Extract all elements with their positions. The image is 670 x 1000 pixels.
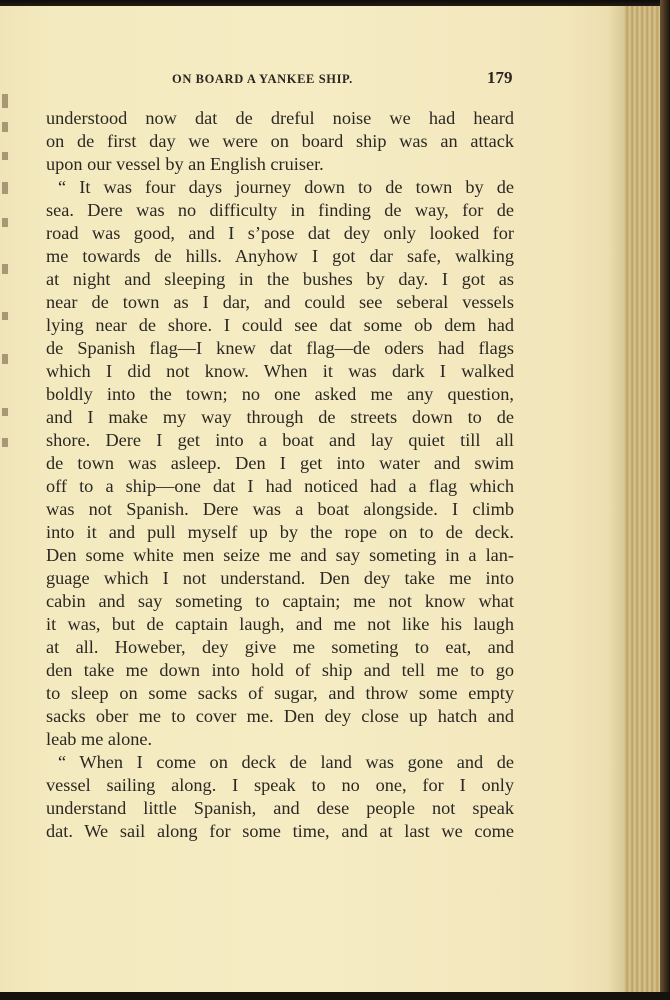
text-line: “ When I come on deck de land was gone and de <box>58 752 514 772</box>
text-line: guage which I not understand. Den dey take me into <box>46 568 514 588</box>
text-line: sacks ober me to cover me. Den dey close up hatch and <box>46 706 514 726</box>
text-line: sea. Dere was no difficulty in finding de way, for de <box>46 200 514 220</box>
text-line: Den some white men seize me and say someting in a lan- <box>46 545 514 565</box>
text-line: upon our vessel by an English cruiser. <box>46 154 324 174</box>
text-line: was not Spanish. Dere was a boat alongside. I climb <box>46 499 514 519</box>
body-text <box>46 107 514 843</box>
bleed-mark <box>2 182 8 194</box>
bleed-mark <box>2 264 8 274</box>
text-line: vessel sailing along. I speak to no one, for I only <box>46 775 514 795</box>
text-line: “ It was four days journey down to de town by de <box>58 177 514 197</box>
text-line: at night and sleeping in the bushes by day. I got as <box>46 269 514 289</box>
bleed-mark <box>2 152 8 160</box>
text-line: which I did not know. When it was dark I walked <box>46 361 514 381</box>
text-line: lying near de shore. I could see dat some ob dem had <box>46 315 514 335</box>
text-line: near de town as I dar, and could see seberal vessels <box>46 292 514 312</box>
text-line: and I make my way through de streets down to de <box>46 407 514 427</box>
text-line: on de first day we were on board ship was an attack <box>46 131 514 151</box>
text-line: shore. Dere I get into a boat and lay quiet till all <box>46 430 514 450</box>
bleed-mark <box>2 312 8 320</box>
text-line: at all. Howeber, dey give me someting to eat, and <box>46 637 514 657</box>
page-number: 179 <box>487 68 513 87</box>
text-line: road was good, and I s’pose dat dey only looked for <box>46 223 514 243</box>
bleed-mark <box>2 438 8 447</box>
bleed-mark <box>2 354 8 364</box>
bleed-mark <box>2 94 8 108</box>
text-line: to sleep on some sacks of sugar, and throw some empty <box>46 683 514 703</box>
running-title: ON BOARD A YANKEE SHIP. <box>172 72 353 86</box>
text-line: cabin and say someting to captain; me not know what <box>46 591 514 611</box>
text-line: dat. We sail along for some time, and at last we come <box>46 821 514 841</box>
bleed-mark <box>2 122 8 132</box>
text-line: de town was asleep. Den I get into water and swim <box>46 453 514 473</box>
bleed-mark <box>2 218 8 227</box>
page-sheet <box>0 6 640 996</box>
scan-bottom-border <box>0 992 670 1000</box>
text-line: understood now dat de dreful noise we had heard <box>46 108 514 128</box>
text-line: into it and pull myself up by the rope on to de deck. <box>46 522 514 542</box>
text-line: it was, but de captain laugh, and me not like his laugh <box>46 614 514 634</box>
left-margin-bleed-marks <box>0 86 14 466</box>
text-line: understand little Spanish, and dese people not speak <box>46 798 514 818</box>
text-line: off to a ship—one dat I had noticed had a flag which <box>46 476 514 496</box>
text-line: de Spanish flag—I knew dat flag—de oders had flags <box>46 338 514 358</box>
bleed-mark <box>2 408 8 416</box>
text-line: me towards de hills. Anyhow I got dar safe, walking <box>46 246 514 266</box>
text-line: den take me down into hold of ship and tell me to go <box>46 660 514 680</box>
text-line: leab me alone. <box>46 729 153 749</box>
text-line: boldly into the town; no one asked me any question, <box>46 384 514 404</box>
book-edge-shadow <box>660 0 670 1000</box>
